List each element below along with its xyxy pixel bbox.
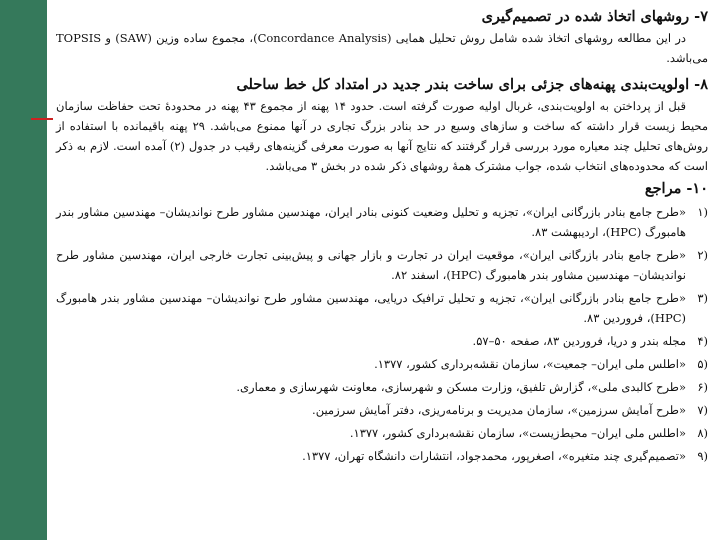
reference-text: «اطلس ملی ایران– جمعیت»، سازمان نقشه‌برداری کشور، ۱۳۷۷. bbox=[374, 357, 686, 371]
document-content bbox=[56, 6, 708, 469]
section-7-heading: ۷- روشهای اتخاذ شده در تصمیم‌گیری bbox=[481, 8, 708, 25]
reference-number: (۶ bbox=[697, 380, 708, 394]
reference-text: مجله بندر و دریا، فروردین ۸۳، صفحه ۵۰–۵۷. bbox=[472, 334, 686, 348]
reference-number: (۸ bbox=[697, 426, 708, 440]
reference-item bbox=[56, 446, 708, 466]
section-7-body: در این مطالعه روشهای اتخاذ شده شامل روش تحلیل همایی (Concordance Analysis)، مجموع ساده وزین (SAW) و TOPSIS می‌باشد. bbox=[56, 31, 708, 65]
reference-item bbox=[56, 400, 708, 420]
section-8-heading: ۸- اولویت‌بندی پهنه‌های جزئی برای ساخت بندر جدید در امتداد کل خط ساحلی bbox=[236, 76, 708, 93]
reference-number: (۵ bbox=[697, 357, 708, 371]
reference-number: (۹ bbox=[697, 449, 708, 463]
reference-text: «طرح کالبدی ملی»، گزارش تلفیق، وزارت مسکن و شهرسازی، معاونت شهرسازی و معماری. bbox=[236, 380, 686, 394]
reference-text: «طرح جامع بنادر بازرگانی ایران»، موقعیت ایران در تجارت و بازار جهانی و پیش‌بینی تجارت خارجی ایران، مهندسین مشاور طرح نوانديشان– مهندسین مشاور بندر هامبورگ (HPC)، اسفند ۸۲. bbox=[56, 248, 686, 282]
reference-item bbox=[56, 331, 708, 351]
reference-text: «تصمیم‌گیری چند متغیره»، اصغرپور، محمدجواد، انتشارات دانشگاه تهران، ۱۳۷۷. bbox=[302, 449, 686, 463]
reference-number: (۱ bbox=[697, 205, 708, 219]
accent-line bbox=[31, 118, 53, 120]
reference-item bbox=[56, 377, 708, 397]
reference-text: «طرح آمایش سرزمین»، سازمان مدیریت و برنامه‌ریزی، دفتر آمایش سرزمین. bbox=[312, 403, 686, 417]
reference-item bbox=[56, 423, 708, 443]
section-10-heading: ۱۰- مراجع bbox=[644, 180, 708, 197]
reference-item bbox=[56, 245, 708, 285]
reference-number: (۳ bbox=[697, 291, 708, 305]
section-8-body: قبل از پرداختن به اولویت‌بندی، غربال اولیه صورت گرفته است. حدود ۱۴ پهنه از مجموع ۴۳ پهنه در محدودهٔ تحت حفاظت سازمان محیط زیست قرار داشته که ساخت و سازهای وسیع در حد بنادر بزرگ تجاری در آنها ممنوع می‌باشد. ۲۹ پهنه باقیمانده با استفاده از روش‌های تحلیل چند معیاره مورد بررسی قرار گرفتند که نتایج آنها به صورت معرفی گزینه‌های رقیب در جدول (۲) آمده است. لازم به ذکر است که محدوده‌های انتخاب شده، جواب مشترک همهٔ روشهای ذکر شده در بخش ۳ می‌باشد. bbox=[56, 99, 709, 173]
reference-list bbox=[56, 202, 708, 466]
reference-item bbox=[56, 354, 708, 374]
reference-text: «طرح جامع بنادر بازرگانی ایران»، تجزیه و تحلیل ترافیک دریایی، مهندسین مشاور طرح نوانديشان– مهندسین مشاور بندر هامبورگ (HPC)، فروردین ۸۳. bbox=[56, 291, 686, 325]
reference-item bbox=[56, 288, 708, 328]
reference-number: (۴ bbox=[697, 334, 708, 348]
reference-number: (۷ bbox=[697, 403, 708, 417]
reference-item bbox=[56, 202, 708, 242]
reference-text: «طرح جامع بنادر بازرگانی ایران»، تجزیه و تحلیل وضعیت کنونی بنادر ایران، مهندسین مشاور طرح نوانديشان– مهندسین مشاور بندر هامبورگ (HPC)، اردیبهشت ۸۳. bbox=[56, 205, 686, 239]
reference-number: (۲ bbox=[697, 248, 708, 262]
reference-text: «اطلس ملی ایران– محیط‌زیست»، سازمان نقشه‌برداری کشور، ۱۳۷۷. bbox=[349, 426, 686, 440]
left-decorative-band bbox=[0, 0, 47, 540]
